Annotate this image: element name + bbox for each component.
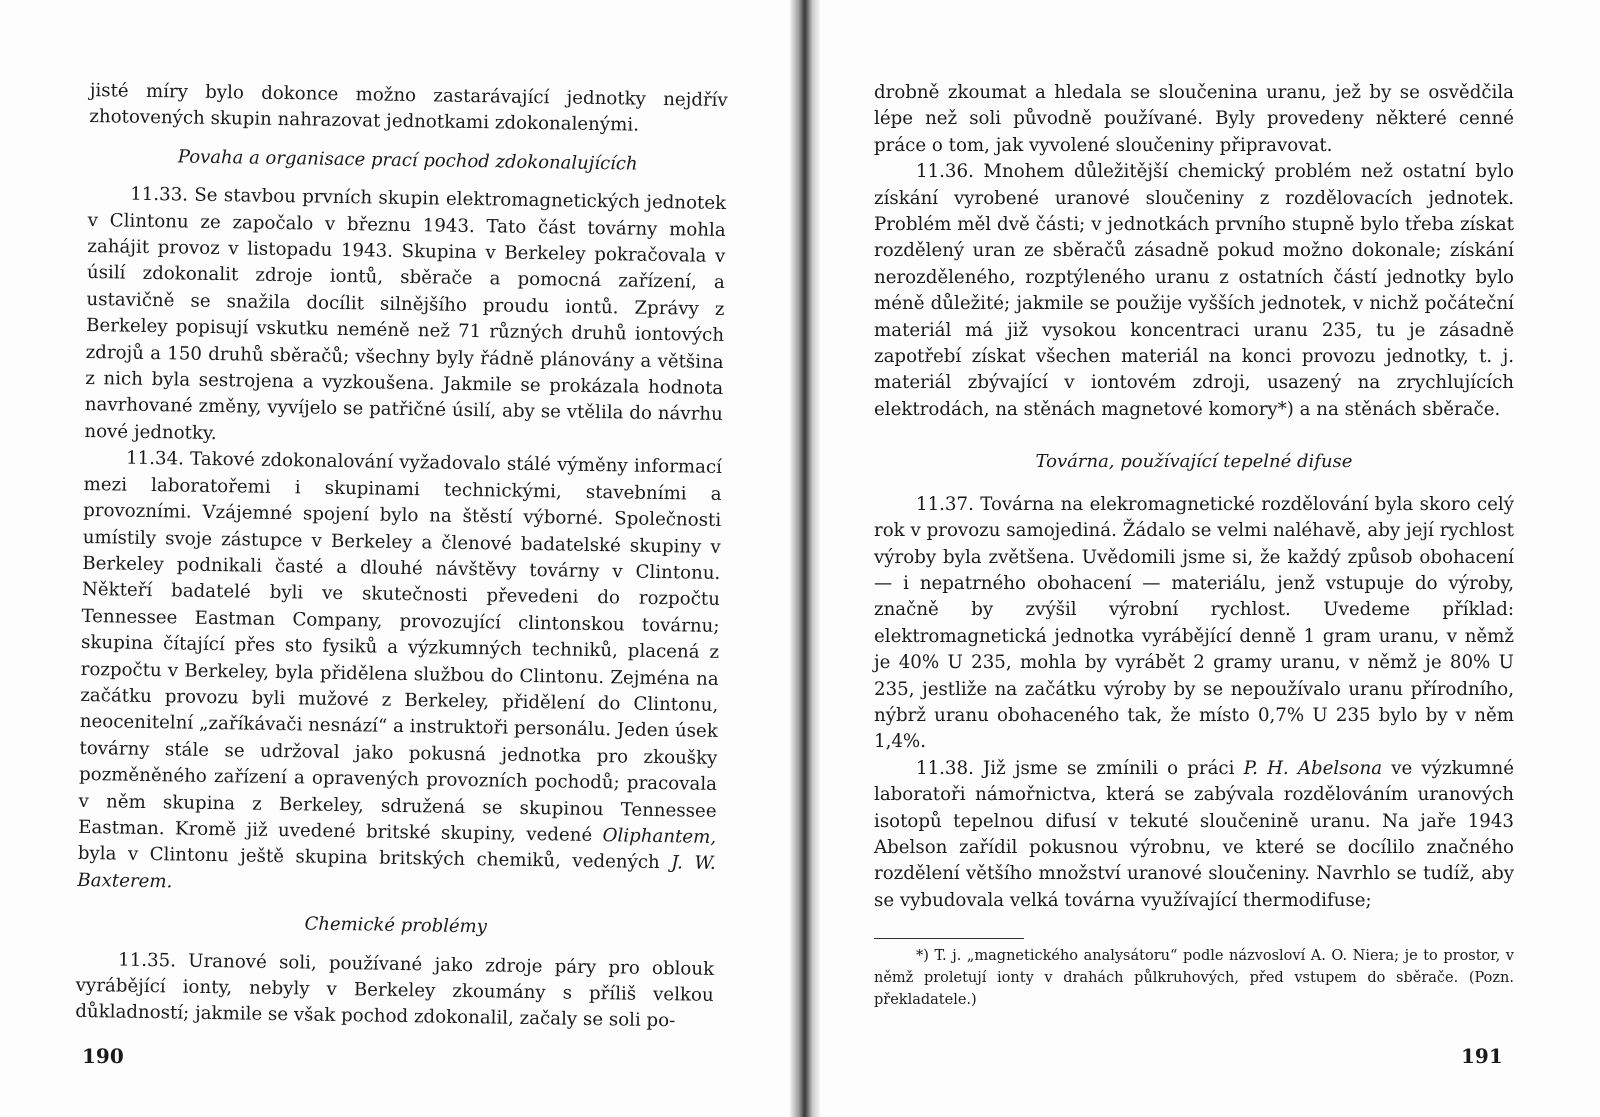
paragraph-11-33: 11.33. Se stavbou prvních skupin elektromagnetických jednotek v Clintonu ze započalo v březnu 1943. Tato část továrny mohla zahájit provoz v listopadu 1943. Skupina v Berkeley pokračovala v úsilí zdokonalit zdroje iontů, sběrače a pomocná zařízení, a ustavičně se snažila docílit silnějšího proudu iontů. Zprávy z Berkeley popisují vskutku neméně než 71 různých druhů iontových zdrojů a 150 druhů sběračů; všechny byly řádně plánovány a většina z nich byla sestrojena a vyzkoušena. Jakmile se prokázala hodnota navrhované změny, vyvíjelo se patřičné úsilí, aby se vtělila do návrhu nové jednotky. [84, 183, 727, 444]
section-heading-chemical-problems: Chemické problémy [304, 913, 488, 938]
footnote [874, 945, 1514, 1011]
page-number-left: 190 [82, 1044, 124, 1068]
paragraph-11-38-text-a: 11.38. Již jsme se zmínili o práci [916, 757, 1235, 779]
footnote-rule [874, 938, 1024, 939]
footnote-mark: *) [916, 948, 929, 965]
name-baxter: J. W. Baxterem. [77, 852, 716, 893]
footnote-text: T. j. „magnetického analysátoru“ podle názvosloví A. O. Niera; je to prostor, v němž proletují ionty v drahách půlkruhových, před vstupem do sběrače. (Pozn. překladatele.) [874, 948, 1515, 1009]
paragraph-11-34-text-a: 11.34. Takové zdokonalování vyžadovalo stálé výměny informací mezi laboratořemi i skupinami technickými, stavebními a provozními. Vzájemné spojení bylo na štěstí výborné. Společnosti umístily svoje zástupce v Berkeley a členové badatelské skupiny v Berkeley podnikali časté a dlouhé návštěvy továrny v Clintonu. Někteří badatelé byli ve skutečnosti převedeni do rozpočtu Tennessee Eastman Company, provozující clintonskou továrnu; skupina čítající přes sto fysiků a výzkumných techniků, placená z rozpočtu v Berkeley, byla přidělena službou do Clintonu. Zejména na začátku provozu byli mužové z Berkeley, přidělení do Clintonu, neocenitelní „zaříkávači nesnází“ a instruktoři personálu. Jeden úsek továrny stále se udržoval jako pokusná jednotka pro zkoušky pozměněného zařízení a opravených provozních pochodů; pracovala v něm skupina z Berkeley, sdružená se skupinou Tennessee Eastman. Kromě již uvedené britské skupiny, vedené [78, 447, 723, 846]
paragraph-11-34-text-b: byla v Clintonu ještě skupina britských chemiků, vedených [77, 843, 660, 874]
paragraph-11-36: 11.36. Mnohem důležitější chemický problém než ostatní bylo získání vyrobené uranové sloučeniny z rozdělovacích jednotek. Problém měl dvě části; v jednotkách prvního stupně bylo třeba získat rozdělený uran ze sběračů zásadně pokud možno dokonale; získání nerozděleného, rozptýleného uranu z ostatních částí jednotky bylo méně důležité; jakmile se použije vyšších jednotek, v nichž počáteční materiál má již vysokou koncentraci uranu 235, tu je zásadně zapotřebí získat všechen materiál na konci provozu jednotky, t. j. materiál zbývající v iontovém zdroji, usazený na zrychlujících elektrodách, na stěnách magnetové komory*) a na stěnách sběrače. [874, 161, 1514, 420]
paragraph-11-37: 11.37. Továrna na elekromagnetické rozdělování byla skoro celý rok v provozu samojediná. Žádalo se velmi naléhavě, aby její rychlost výroby byla zvětšena. Uvědomili jsme si, že každý způsob obohacení — i nepatrného obohacení — materiálu, jenž vstupuje do výroby, značně by zvýšil výrobní rychlost. Uvedeme příklad: elektromagnetická jednotka vyrábějící denně 1 gram uranu, v němž je 40% U 235, mohla by vyrábět 2 gramy uranu, v němž je 80% U 235, jestliže na začátku výroby by se nepoužívalo uranu přírodního, nýbrž uranu obohaceného tak, že místo 0,7% U 235 bylo by v něm 1,4%. [874, 493, 1514, 753]
right-page [820, 0, 1600, 1117]
right-text-column [874, 80, 1514, 1011]
section-heading-organisation: Povaha a organisace prací pochod zdokonalujících [177, 146, 638, 175]
section-heading-thermal-diffusion: Továrna, používající tepelné difuse [1035, 451, 1353, 473]
left-page [0, 0, 790, 1117]
paragraph-11-38 [874, 756, 1514, 914]
left-text-column [75, 78, 728, 1036]
page-number-right: 191 [1461, 1044, 1503, 1068]
name-oliphant: Oliphantem, [602, 825, 717, 848]
paragraph-11-38-text-b: ve výzkumné laboratoři námořnictva, která se zabývala rozdělováním uranových isotopů tepelnou difusí v tekuté sloučenině uranu. Na jaře 1943 Abelson zařídil pokusnou výrobnu, ve které se docílilo značného rozdělení většího množství uranové sloučeniny. Navrhlo se tudíž, aby se vybudovala velká továrna využívající thermodifuse; [874, 757, 1514, 911]
book-gutter [790, 0, 820, 1117]
paragraph-continuation: drobně zkoumat a hledala se sloučenina uranu, jež by se osvědčila lépe než soli původně používané. Byly provedeny některé cenné práce o tom, jak vyvolené sloučeniny připravovat. [874, 82, 1514, 156]
paragraph-11-35: 11.35. Uranové soli, používané jako zdroje páry pro oblouk vyrábějící ionty, nebyly v Berkeley zkoumány s příliš velkou důkladností; jakmile se však pochod zdokonalil, začaly se soli po- [75, 949, 715, 1032]
paragraph-11-34 [77, 445, 722, 904]
paragraph-continuation: jisté míry bylo dokonce možno zastarávající jednotky nejdřív zhotovených skupin nahrazovat jednotkami zdokonalenými. [89, 79, 728, 137]
name-abelson: P. H. Abelsona [1243, 757, 1383, 779]
